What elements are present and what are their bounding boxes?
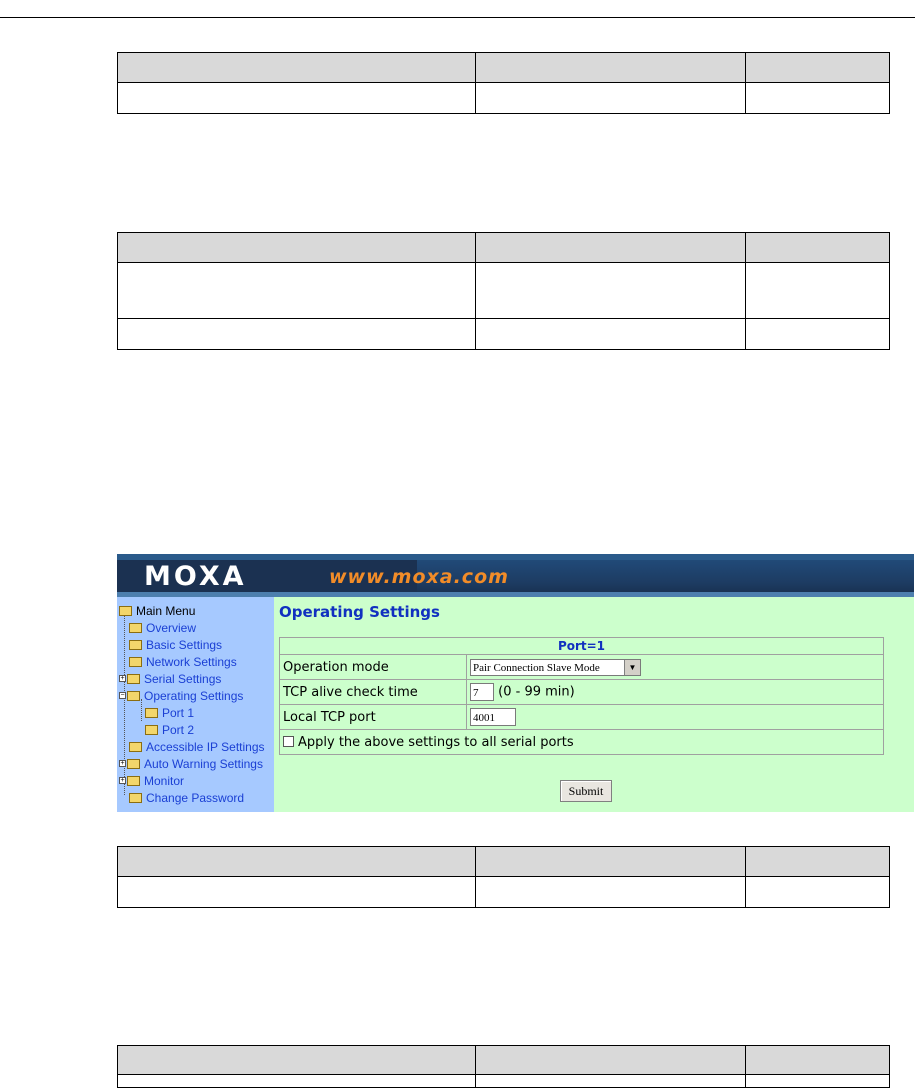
folder-icon xyxy=(129,742,142,752)
doc-table-1 xyxy=(117,52,890,114)
tree-item-change-password[interactable]: Change Password xyxy=(129,790,244,807)
apply-all-row xyxy=(280,730,884,755)
expand-icon[interactable]: + xyxy=(120,675,125,683)
main-panel xyxy=(274,597,914,812)
table-header-row xyxy=(118,233,890,263)
banner xyxy=(117,554,914,597)
tcp-alive-unit: (0 - 99 min) xyxy=(498,684,575,700)
doc-table-2 xyxy=(117,232,890,350)
folder-icon xyxy=(127,759,140,769)
open-folder-icon xyxy=(119,606,132,616)
local-tcp-port-input[interactable]: 4001 xyxy=(470,708,516,726)
chevron-down-icon[interactable]: ▼ xyxy=(624,660,640,675)
local-tcp-port-label: Local TCP port xyxy=(280,705,467,730)
header-rule xyxy=(0,17,915,18)
collapse-icon[interactable]: − xyxy=(120,692,125,700)
tree-item-basic-settings[interactable]: Basic Settings xyxy=(129,637,222,654)
tree-item-overview[interactable]: Overview xyxy=(129,620,196,637)
port-header: Port=1 xyxy=(280,638,884,655)
expand-icon[interactable]: + xyxy=(120,760,125,768)
table-row xyxy=(118,319,890,350)
tree-item-operating-settings[interactable]: − Operating Settings xyxy=(120,689,244,703)
operation-mode-value: Pair Connection Slave Mode xyxy=(473,661,600,674)
doc-table-3 xyxy=(117,846,890,908)
folder-icon xyxy=(145,708,158,718)
moxa-logo: MOXA xyxy=(144,561,247,592)
tree-item-port-2[interactable]: Port 2 xyxy=(145,722,194,739)
tree-main-menu[interactable]: Main Menu xyxy=(119,603,195,620)
tree-item-accessible-ip[interactable]: Accessible IP Settings xyxy=(129,739,265,756)
table-header-row xyxy=(118,847,890,877)
tcp-alive-label: TCP alive check time xyxy=(280,680,467,705)
folder-icon xyxy=(129,793,142,803)
open-folder-icon xyxy=(127,691,140,701)
submit-button[interactable]: Submit xyxy=(560,780,612,802)
table-row xyxy=(118,83,890,114)
apply-all-label: Apply the above settings to all serial ports xyxy=(298,734,574,750)
tree-item-auto-warning[interactable]: + Auto Warning Settings xyxy=(120,757,263,771)
folder-icon xyxy=(129,623,142,633)
apply-all-checkbox[interactable] xyxy=(283,736,294,747)
table-header-row xyxy=(118,53,890,83)
folder-icon xyxy=(129,640,142,650)
tree-item-port-1[interactable]: Port 1 xyxy=(145,705,194,722)
tree-item-network-settings[interactable]: Network Settings xyxy=(129,654,237,671)
doc-table-4 xyxy=(117,1045,890,1088)
table-header-row xyxy=(118,1046,890,1075)
table-row xyxy=(118,1075,890,1088)
folder-icon xyxy=(127,776,140,786)
tree-item-serial-settings[interactable]: + Serial Settings xyxy=(120,672,222,686)
tcp-alive-input[interactable]: 7 xyxy=(470,683,494,701)
operation-mode-label: Operation mode xyxy=(280,655,467,680)
table-row xyxy=(118,877,890,908)
table-row xyxy=(118,263,890,319)
folder-icon xyxy=(129,657,142,667)
operation-mode-select[interactable] xyxy=(470,659,641,676)
expand-icon[interactable]: + xyxy=(120,777,125,785)
tree-item-monitor[interactable]: + Monitor xyxy=(120,774,185,788)
page-title: Operating Settings xyxy=(279,603,440,621)
folder-icon xyxy=(145,725,158,735)
folder-icon xyxy=(127,674,140,684)
web-console-screenshot xyxy=(117,554,914,812)
operating-settings-form xyxy=(279,637,884,755)
website-url: www.moxa.com xyxy=(329,566,509,588)
